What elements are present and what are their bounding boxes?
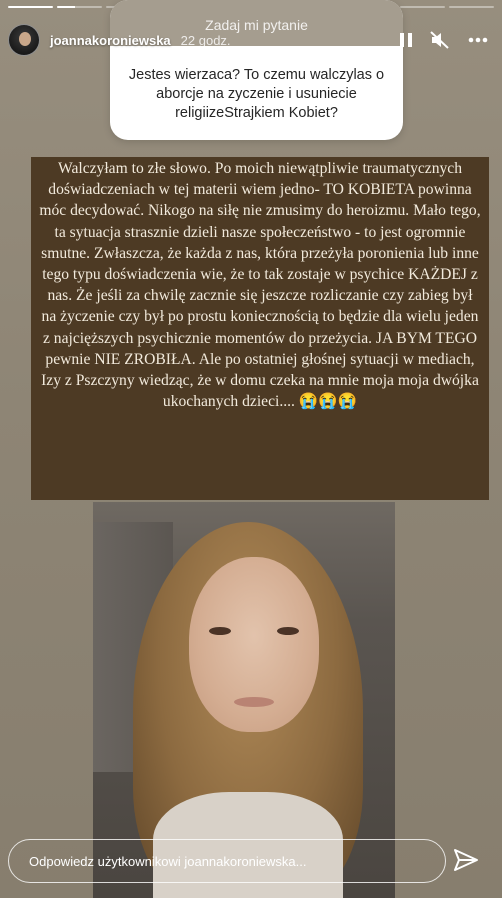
- progress-segment: [400, 6, 445, 8]
- username[interactable]: joannakoroniewska: [50, 32, 171, 48]
- story-header: [8, 20, 494, 60]
- progress-segment: [57, 6, 102, 8]
- send-icon[interactable]: [453, 848, 479, 872]
- reply-input[interactable]: Odpowiedz użytkownikowi joannakoroniewska...: [8, 839, 446, 883]
- question-sticker-title: Zadaj mi pytanie: [110, 0, 403, 46]
- speaker-muted-icon[interactable]: [430, 31, 450, 49]
- pause-icon[interactable]: [400, 33, 412, 47]
- more-horizontal-icon[interactable]: [468, 37, 488, 43]
- story-text-box: Walczyłam to złe słowo. Po moich niewątpliwie traumatycznych doświadczeniach w tej materii wiem jedno- TO KOBIETA powinna móc decydować. Nikogo na siłę nie zmusimy do heroizmu. Mało tego, ta sytuacja strasznie dzieli nasze społeczeństwo - to jest ogromnie smutne. Zwłaszcza, że każda z nas, która przeżyła poronienia lub inne tego typu doświadczenia wie, że to tak zostaje w psychice KAŻDEJ z nas. Że jeśli za chwilę zacznie się jeszcze rozliczanie czy zabieg był na życzenie czy był po prostu koniecznością to będzie dla wielu jeden z najcięższych psychicznie momentów do przeżycia. JA BYM TEGO pewnie NIE ZROBIŁA. Ale po ostatniej głośnej sytuacji w mediach, Izy z Pszczyny wiedząc, że w domu czeka na mnie moja moja dwójka ukochanych dzieci.... 😭😭😭: [31, 157, 489, 500]
- progress-segment: [449, 6, 494, 8]
- post-time: 22 godz.: [180, 32, 231, 48]
- avatar[interactable]: [8, 24, 40, 56]
- progress-segment: [8, 6, 53, 8]
- question-sticker-text: Jestes wierzaca? To czemu walczylas o aborcje na zyczenie i usuniecie religiizeStrajkiem Kobiet?: [128, 67, 385, 121]
